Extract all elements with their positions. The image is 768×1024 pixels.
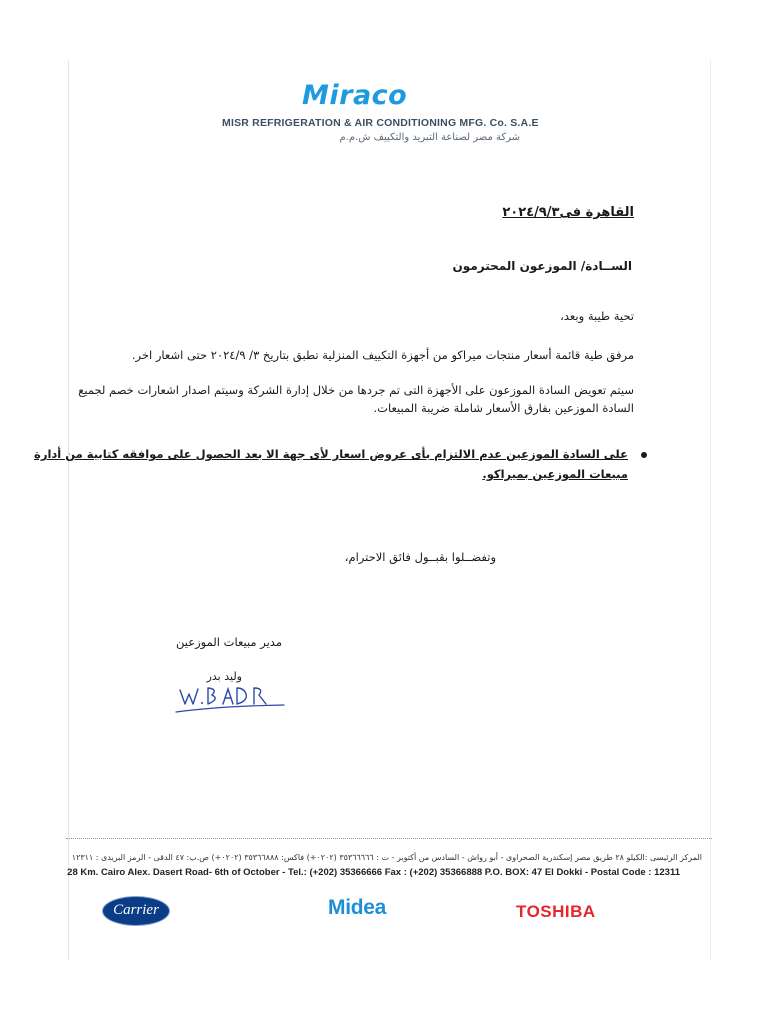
letter-paragraph-1: مرفق طية قائمة أسعار منتجات ميراكو من أجهزة التكييف المنزلية تطبق بتاريخ ٣/ ٢٠٢٤/٩ حتى اشعار اخر. bbox=[131, 348, 634, 362]
footer-address-ar: المركز الرئيسى :الكيلو ٢٨ طريق مصر إسكندرية الصحراوى - أبو رواش - السادس من أكتوبر - ت : ٣٥٣٦٦٦٦٦ (٠٢٠٢+) فاكس: ٣٥٣٦٦٨٨٨ (٠٢٠٢+) ص.ب: ٤٧ الدقى - الرمز البريدى : ١٢٣١١ bbox=[71, 853, 702, 862]
letter-paragraph-2-line-2: السادة الموزعين بفارق الأسعار شاملة ضريبة المبيعات. bbox=[373, 401, 634, 415]
signatory-name: وليد بدر bbox=[206, 670, 242, 683]
handwritten-signature bbox=[172, 676, 292, 718]
page-edge-left bbox=[68, 60, 69, 960]
midea-logo: Midea bbox=[328, 896, 387, 919]
letter-paragraph-2-line-1: سيتم تعويض السادة الموزعون على الأجهزة التى تم جردها من خلال إدارة الشركة وسيتم اصدار اشعارات خصم لجميع bbox=[78, 383, 634, 397]
footer-divider bbox=[66, 838, 712, 839]
letter-closing: وتفضــلوا بقبــول فائق الاحترام، bbox=[344, 550, 496, 564]
company-name-ar: شركة مصر لصناعة التبريد والتكييف ش.م.م bbox=[339, 132, 520, 143]
letter-addressee: الســادة/ الموزعون المحترمون bbox=[452, 259, 632, 273]
signatory-title: مدير مبيعات الموزعين bbox=[176, 635, 282, 649]
company-name-en: MISR REFRIGERATION & AIR CONDITIONING MFG. Co. S.A.E bbox=[222, 117, 539, 129]
letter-date: القاهرة فى٢٠٢٤/٩/٣ bbox=[502, 205, 634, 220]
letter-greeting: تحية طيبة وبعد، bbox=[560, 309, 634, 323]
carrier-logo: Carrier bbox=[102, 896, 170, 926]
bullet-icon bbox=[641, 452, 647, 458]
letter-note-line-2: مبيعات الموزعين بميراكو. bbox=[482, 467, 628, 481]
footer-address-en: 28 Km. Cairo Alex. Dasert Road- 6th of October - Tel.: (+202) 35366666 Fax : (+202) 35366888 P.O. BOX: 47 El Dokki - Postal Code : 12311 bbox=[67, 867, 680, 878]
page-edge-right bbox=[710, 60, 711, 960]
brand-logo: Miraco bbox=[302, 80, 408, 111]
toshiba-logo: TOSHIBA bbox=[516, 902, 596, 921]
letter-note-line-1: على السادة الموزعين عدم الالتزام بأى عروض اسعار لأى جهة الا بعد الحصول على موافقه كتابية من أدارة bbox=[34, 447, 628, 461]
